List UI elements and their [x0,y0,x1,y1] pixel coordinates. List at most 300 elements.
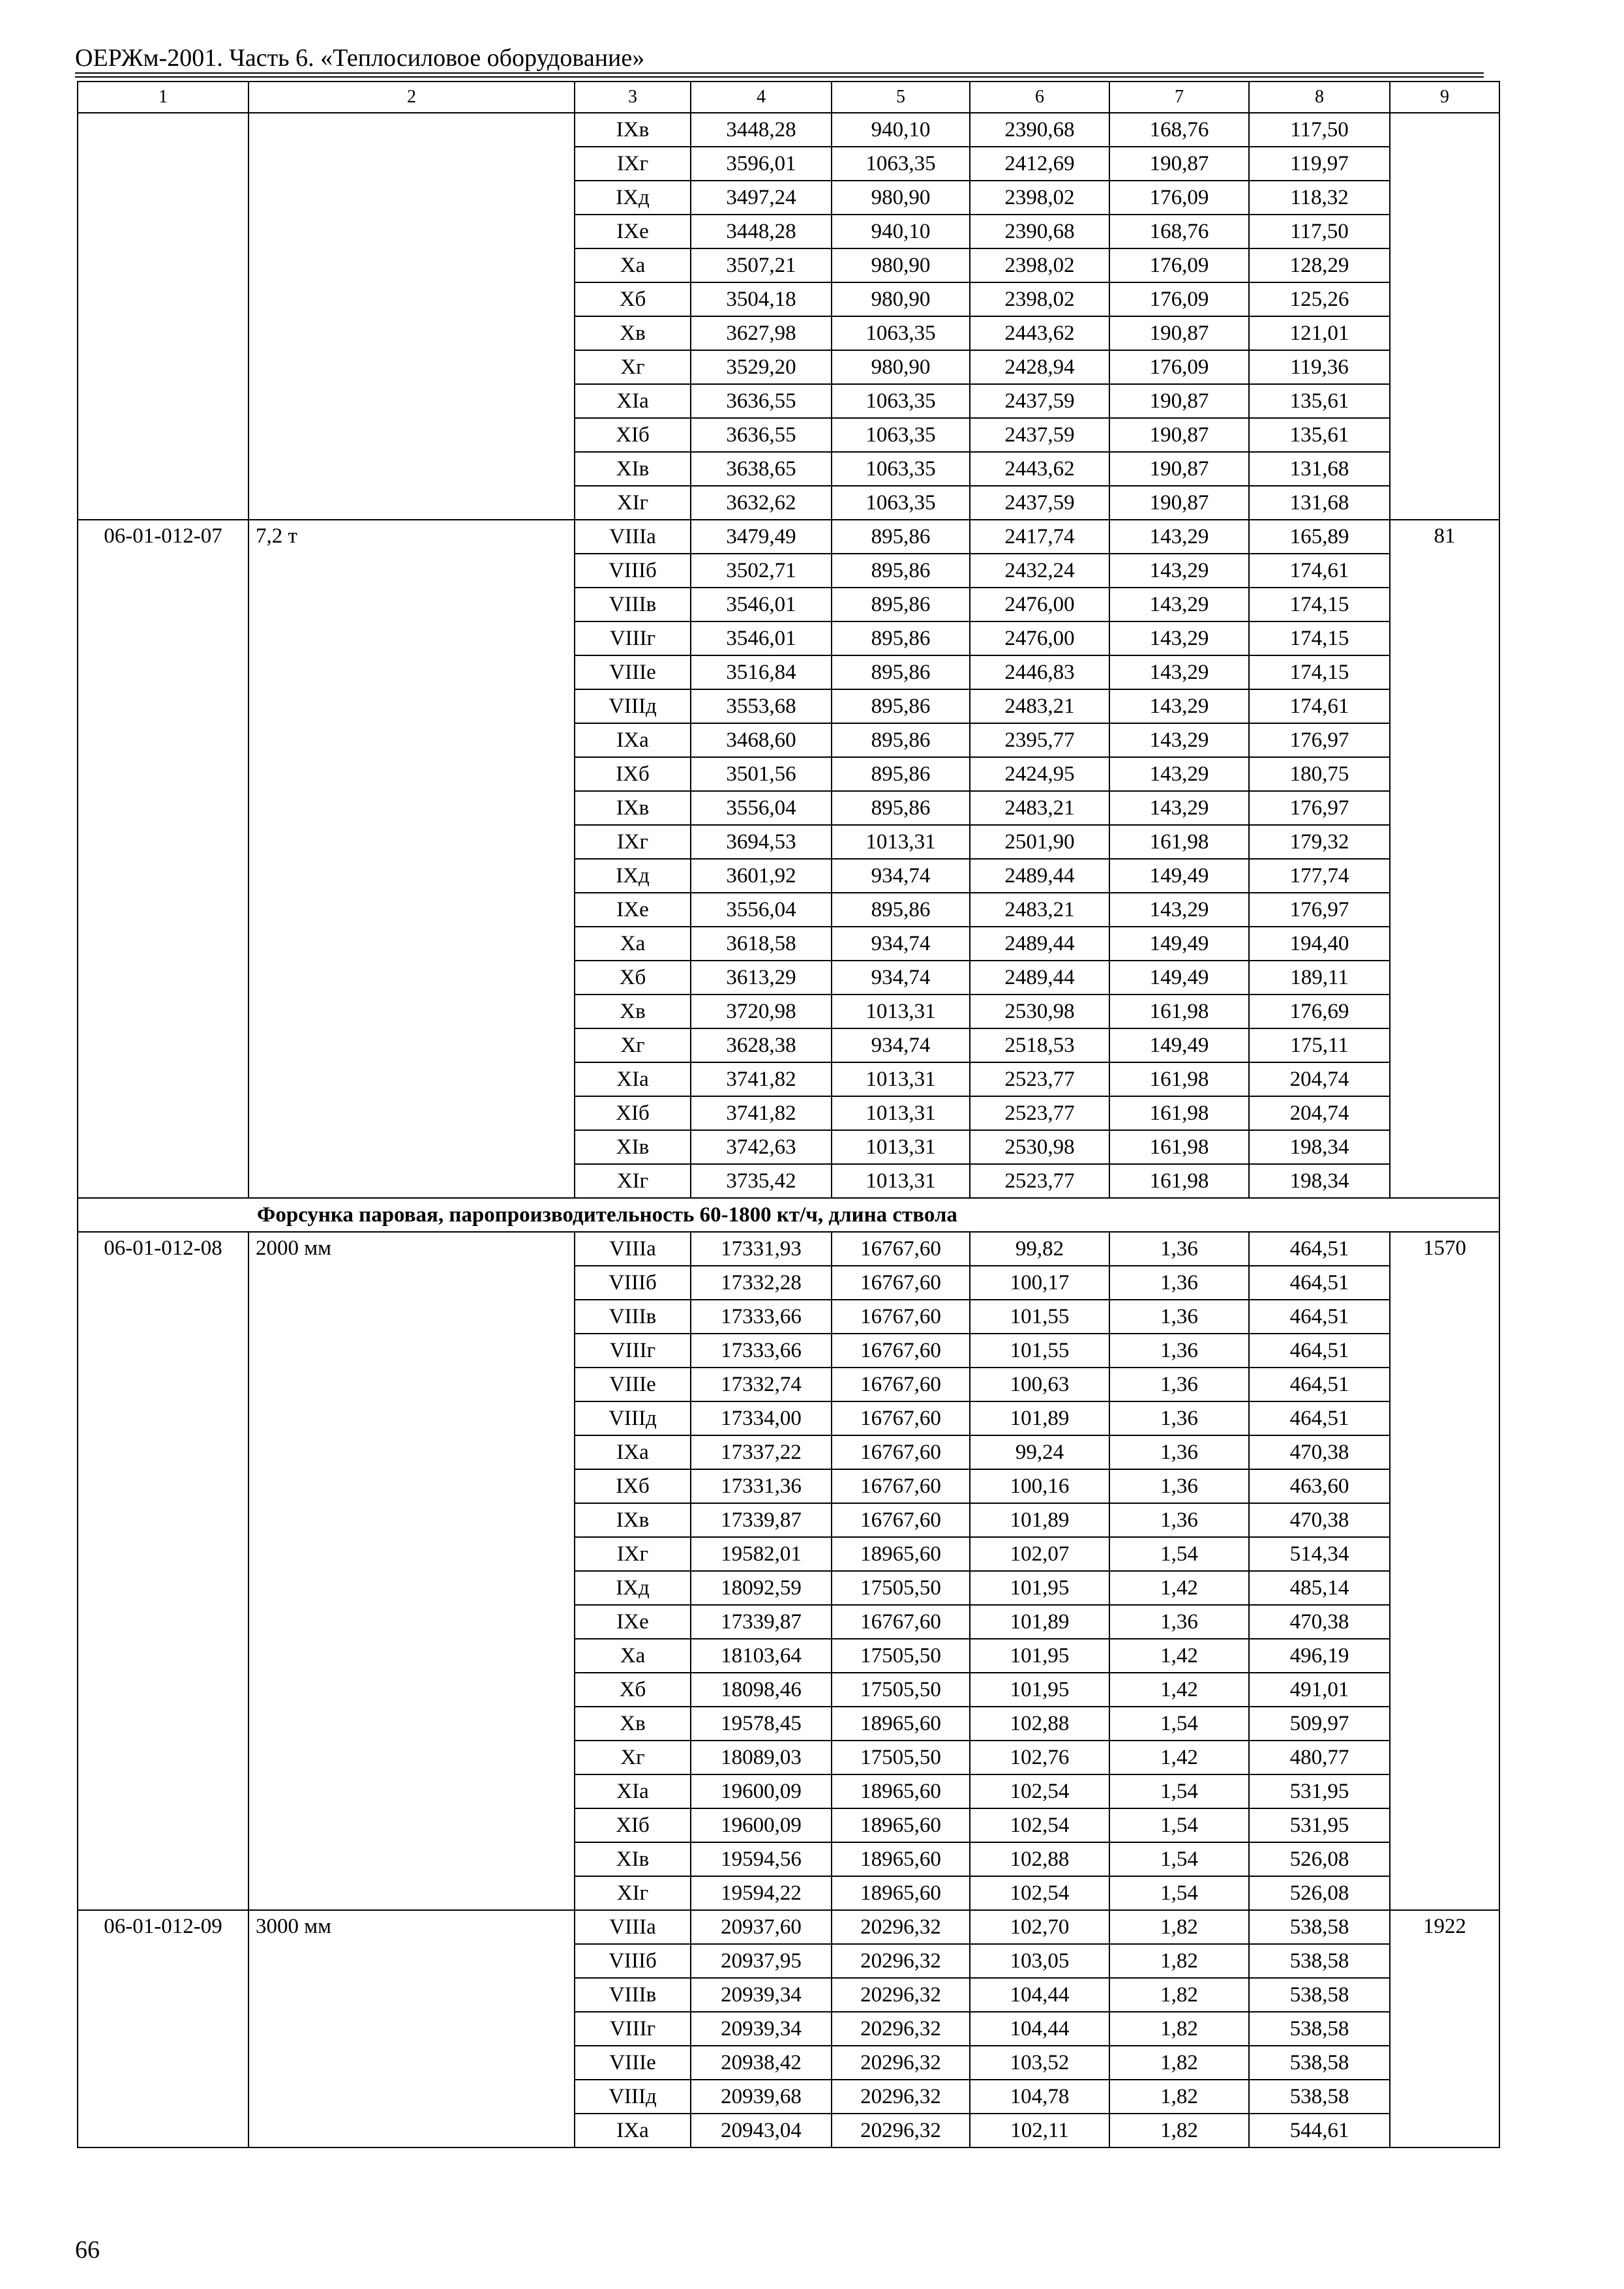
materials-cost: 175,11 [1249,1028,1390,1062]
total-cost: 3468,60 [691,723,832,757]
machine-cost: 101,89 [970,1401,1109,1435]
driver-wage: 1,42 [1109,1741,1249,1774]
zone-code: IXв [575,1503,691,1537]
labor-cost: 895,86 [832,791,970,825]
total-cost: 3507,21 [691,248,832,282]
zone-code: VIIIд [575,2080,691,2114]
driver-wage: 190,87 [1109,316,1249,350]
driver-wage: 1,82 [1109,2114,1249,2147]
machine-cost: 101,95 [970,1673,1109,1707]
labor-cost: 17505,50 [832,1639,970,1673]
total-cost: 20939,34 [691,1978,832,2012]
machine-cost: 2489,44 [970,961,1109,995]
materials-cost: 128,29 [1249,248,1390,282]
machine-cost: 2417,74 [970,520,1109,554]
labor-cost: 895,86 [832,757,970,791]
driver-wage: 190,87 [1109,384,1249,418]
materials-cost: 176,69 [1249,995,1390,1028]
zone-code: IXд [575,181,691,215]
total-cost: 19600,09 [691,1808,832,1842]
equipment-price: 1922 [1390,1910,1499,2147]
labor-cost: 895,86 [832,723,970,757]
zone-code: VIIIб [575,1266,691,1300]
machine-cost: 100,17 [970,1266,1109,1300]
driver-wage: 190,87 [1109,486,1249,520]
zone-code: XIа [575,1774,691,1808]
total-cost: 3632,62 [691,486,832,520]
zone-code: XIв [575,1842,691,1876]
driver-wage: 143,29 [1109,520,1249,554]
header-rule [75,72,1484,74]
zone-code: VIIIе [575,2046,691,2080]
materials-cost: 189,11 [1249,961,1390,995]
total-cost: 3628,38 [691,1028,832,1062]
labor-cost: 1013,31 [832,1062,970,1096]
labor-cost: 980,90 [832,248,970,282]
driver-wage: 1,82 [1109,1910,1249,1944]
zone-code: IXе [575,893,691,927]
labor-cost: 17505,50 [832,1673,970,1707]
machine-cost: 2501,90 [970,825,1109,859]
labor-cost: 980,90 [832,181,970,215]
materials-cost: 544,61 [1249,2114,1390,2147]
total-cost: 17339,87 [691,1503,832,1537]
machine-cost: 2483,21 [970,791,1109,825]
zone-code: VIIIа [575,520,691,554]
materials-cost: 538,58 [1249,1978,1390,2012]
column-number: 5 [832,82,970,113]
total-cost: 3694,53 [691,825,832,859]
total-cost: 20939,34 [691,2012,832,2046]
machine-cost: 2398,02 [970,248,1109,282]
driver-wage: 161,98 [1109,1096,1249,1130]
machine-cost: 2437,59 [970,418,1109,452]
labor-cost: 1013,31 [832,1096,970,1130]
total-cost: 3553,68 [691,689,832,723]
labor-cost: 895,86 [832,554,970,588]
labor-cost: 1013,31 [832,1130,970,1164]
machine-cost: 99,82 [970,1232,1109,1266]
zone-code: XIг [575,486,691,520]
materials-cost: 526,08 [1249,1876,1390,1910]
materials-cost: 464,51 [1249,1401,1390,1435]
zone-code: IXд [575,1571,691,1605]
total-cost: 18089,03 [691,1741,832,1774]
labor-cost: 934,74 [832,961,970,995]
materials-cost: 179,32 [1249,825,1390,859]
equipment-price [1390,113,1499,520]
driver-wage: 149,49 [1109,859,1249,893]
zone-code: XIв [575,452,691,486]
labor-cost: 1063,35 [832,452,970,486]
zone-code: IXа [575,723,691,757]
machine-cost: 100,63 [970,1368,1109,1401]
machine-cost: 2390,68 [970,113,1109,147]
machine-cost: 102,54 [970,1774,1109,1808]
driver-wage: 1,36 [1109,1232,1249,1266]
zone-code: VIIIв [575,588,691,621]
labor-cost: 17505,50 [832,1571,970,1605]
materials-cost: 121,01 [1249,316,1390,350]
driver-wage: 1,42 [1109,1571,1249,1605]
labor-cost: 16767,60 [832,1334,970,1368]
driver-wage: 143,29 [1109,893,1249,927]
zone-code: Xа [575,927,691,961]
zone-code: IXб [575,757,691,791]
materials-cost: 470,38 [1249,1605,1390,1639]
driver-wage: 143,29 [1109,588,1249,621]
labor-cost: 18965,60 [832,1876,970,1910]
machine-cost: 2437,59 [970,486,1109,520]
driver-wage: 190,87 [1109,452,1249,486]
labor-cost: 20296,32 [832,2046,970,2080]
materials-cost: 538,58 [1249,1910,1390,1944]
zone-code: XIб [575,418,691,452]
zone-code: Xб [575,961,691,995]
total-cost: 19594,56 [691,1842,832,1876]
labor-cost: 1013,31 [832,995,970,1028]
machine-cost: 102,70 [970,1910,1109,1944]
zone-code: IXд [575,859,691,893]
rate-code [78,113,248,520]
total-cost: 3735,42 [691,1164,832,1198]
page-number: 66 [75,2236,100,2264]
materials-cost: 180,75 [1249,757,1390,791]
materials-cost: 204,74 [1249,1096,1390,1130]
machine-cost: 2483,21 [970,689,1109,723]
materials-cost: 135,61 [1249,418,1390,452]
materials-cost: 176,97 [1249,893,1390,927]
machine-cost: 101,89 [970,1605,1109,1639]
total-cost: 3546,01 [691,588,832,621]
materials-cost: 538,58 [1249,2080,1390,2114]
zone-code: VIIIг [575,621,691,655]
machine-cost: 101,55 [970,1300,1109,1334]
total-cost: 3504,18 [691,282,832,316]
total-cost: 3636,55 [691,418,832,452]
labor-cost: 895,86 [832,520,970,554]
materials-cost: 480,77 [1249,1741,1390,1774]
column-number: 4 [691,82,832,113]
item-name: 3000 мм [248,1910,575,2147]
machine-cost: 102,54 [970,1876,1109,1910]
driver-wage: 149,49 [1109,927,1249,961]
total-cost: 3501,56 [691,757,832,791]
table-row [78,520,1499,554]
materials-cost: 531,95 [1249,1774,1390,1808]
driver-wage: 143,29 [1109,621,1249,655]
table-row [78,1910,1499,1944]
total-cost: 3529,20 [691,350,832,384]
driver-wage: 1,42 [1109,1673,1249,1707]
materials-cost: 491,01 [1249,1673,1390,1707]
zone-code: IXг [575,1537,691,1571]
driver-wage: 149,49 [1109,961,1249,995]
zone-code: VIIIб [575,1944,691,1978]
machine-cost: 2523,77 [970,1096,1109,1130]
machine-cost: 2398,02 [970,282,1109,316]
labor-cost: 20296,32 [832,1978,970,2012]
labor-cost: 1013,31 [832,825,970,859]
driver-wage: 1,82 [1109,2046,1249,2080]
zone-code: Xб [575,282,691,316]
driver-wage: 176,09 [1109,248,1249,282]
total-cost: 3741,82 [691,1062,832,1096]
column-number: 3 [575,82,691,113]
labor-cost: 16767,60 [832,1605,970,1639]
machine-cost: 2432,24 [970,554,1109,588]
zone-code: Xб [575,1673,691,1707]
materials-cost: 464,51 [1249,1266,1390,1300]
materials-cost: 204,74 [1249,1062,1390,1096]
column-number: 8 [1249,82,1390,113]
zone-code: VIIIб [575,554,691,588]
total-cost: 3601,92 [691,859,832,893]
materials-cost: 135,61 [1249,384,1390,418]
total-cost: 18092,59 [691,1571,832,1605]
driver-wage: 168,76 [1109,113,1249,147]
driver-wage: 1,54 [1109,1537,1249,1571]
machine-cost: 2437,59 [970,384,1109,418]
driver-wage: 1,54 [1109,1842,1249,1876]
labor-cost: 18965,60 [832,1808,970,1842]
total-cost: 3479,49 [691,520,832,554]
materials-cost: 119,36 [1249,350,1390,384]
driver-wage: 1,36 [1109,1503,1249,1537]
labor-cost: 20296,32 [832,2114,970,2147]
zone-code: VIIIе [575,1368,691,1401]
materials-cost: 177,74 [1249,859,1390,893]
machine-cost: 2476,00 [970,588,1109,621]
total-cost: 3448,28 [691,113,832,147]
materials-cost: 174,15 [1249,621,1390,655]
page-header-title: ОЕРЖм-2001. Часть 6. «Теплосиловое оборудование» [75,44,645,72]
total-cost: 3596,01 [691,147,832,181]
driver-wage: 143,29 [1109,655,1249,689]
zone-code: VIIIг [575,2012,691,2046]
zone-code: XIг [575,1164,691,1198]
materials-cost: 531,95 [1249,1808,1390,1842]
labor-cost: 1063,35 [832,418,970,452]
labor-cost: 20296,32 [832,1910,970,1944]
driver-wage: 1,54 [1109,1876,1249,1910]
total-cost: 17332,74 [691,1368,832,1401]
materials-cost: 174,61 [1249,689,1390,723]
labor-cost: 934,74 [832,1028,970,1062]
total-cost: 18103,64 [691,1639,832,1673]
driver-wage: 1,36 [1109,1368,1249,1401]
item-name: 7,2 т [248,520,575,1198]
labor-cost: 895,86 [832,655,970,689]
driver-wage: 190,87 [1109,418,1249,452]
labor-cost: 1013,31 [832,1164,970,1198]
machine-cost: 2446,83 [970,655,1109,689]
labor-cost: 1063,35 [832,486,970,520]
materials-cost: 118,32 [1249,181,1390,215]
labor-cost: 940,10 [832,215,970,248]
total-cost: 18098,46 [691,1673,832,1707]
labor-cost: 18965,60 [832,1842,970,1876]
total-cost: 20937,95 [691,1944,832,1978]
materials-cost: 165,89 [1249,520,1390,554]
zone-code: XIг [575,1876,691,1910]
materials-cost: 125,26 [1249,282,1390,316]
total-cost: 3638,65 [691,452,832,486]
machine-cost: 101,89 [970,1503,1109,1537]
rate-code: 06-01-012-08 [78,1232,248,1910]
driver-wage: 1,36 [1109,1334,1249,1368]
labor-cost: 16767,60 [832,1503,970,1537]
labor-cost: 16767,60 [832,1300,970,1334]
zone-code: VIIIв [575,1978,691,2012]
labor-cost: 18965,60 [832,1707,970,1741]
rate-code: 06-01-012-09 [78,1910,248,2147]
zone-code: XIв [575,1130,691,1164]
zone-code: Xа [575,1639,691,1673]
zone-code: IXв [575,113,691,147]
machine-cost: 102,11 [970,2114,1109,2147]
materials-cost: 117,50 [1249,215,1390,248]
materials-cost: 463,60 [1249,1469,1390,1503]
zone-code: IXа [575,2114,691,2147]
total-cost: 17339,87 [691,1605,832,1639]
zone-code: XIб [575,1808,691,1842]
labor-cost: 934,74 [832,927,970,961]
materials-cost: 198,34 [1249,1130,1390,1164]
machine-cost: 2443,62 [970,452,1109,486]
zone-code: IXг [575,147,691,181]
materials-cost: 464,51 [1249,1334,1390,1368]
equipment-price: 81 [1390,520,1499,1198]
zone-code: VIIIд [575,689,691,723]
total-cost: 20937,60 [691,1910,832,1944]
total-cost: 3720,98 [691,995,832,1028]
zone-code: Xв [575,995,691,1028]
total-cost: 17333,66 [691,1334,832,1368]
materials-cost: 496,19 [1249,1639,1390,1673]
materials-cost: 464,51 [1249,1368,1390,1401]
driver-wage: 161,98 [1109,1062,1249,1096]
labor-cost: 940,10 [832,113,970,147]
driver-wage: 143,29 [1109,689,1249,723]
driver-wage: 1,82 [1109,2012,1249,2046]
zone-code: VIIIг [575,1334,691,1368]
zone-code: Xг [575,1028,691,1062]
driver-wage: 1,36 [1109,1469,1249,1503]
labor-cost: 16767,60 [832,1368,970,1401]
column-number: 9 [1390,82,1499,113]
machine-cost: 103,52 [970,2046,1109,2080]
labor-cost: 1063,35 [832,384,970,418]
driver-wage: 1,82 [1109,1944,1249,1978]
zone-code: Xа [575,248,691,282]
total-cost: 3448,28 [691,215,832,248]
labor-cost: 16767,60 [832,1232,970,1266]
rate-code: 06-01-012-07 [78,520,248,1198]
machine-cost: 2424,95 [970,757,1109,791]
driver-wage: 1,82 [1109,1978,1249,2012]
materials-cost: 174,15 [1249,588,1390,621]
materials-cost: 464,51 [1249,1300,1390,1334]
machine-cost: 102,54 [970,1808,1109,1842]
machine-cost: 2412,69 [970,147,1109,181]
driver-wage: 161,98 [1109,1164,1249,1198]
section-title: Форсунка паровая, паропроизводительность 60-1800 кт/ч, длина ствола [78,1198,1499,1232]
driver-wage: 1,36 [1109,1401,1249,1435]
materials-cost: 131,68 [1249,452,1390,486]
column-number: 7 [1109,82,1249,113]
labor-cost: 16767,60 [832,1469,970,1503]
machine-cost: 104,44 [970,2012,1109,2046]
machine-cost: 101,95 [970,1571,1109,1605]
total-cost: 17334,00 [691,1401,832,1435]
labor-cost: 18965,60 [832,1537,970,1571]
materials-cost: 538,58 [1249,1944,1390,1978]
labor-cost: 17505,50 [832,1741,970,1774]
driver-wage: 190,87 [1109,147,1249,181]
machine-cost: 102,76 [970,1741,1109,1774]
machine-cost: 2530,98 [970,995,1109,1028]
labor-cost: 20296,32 [832,1944,970,1978]
driver-wage: 1,54 [1109,1774,1249,1808]
materials-cost: 131,68 [1249,486,1390,520]
driver-wage: 176,09 [1109,282,1249,316]
driver-wage: 1,36 [1109,1266,1249,1300]
zone-code: VIIIа [575,1232,691,1266]
zone-code: IXе [575,1605,691,1639]
zone-code: IXг [575,825,691,859]
total-cost: 17331,93 [691,1232,832,1266]
equipment-price: 1570 [1390,1232,1499,1910]
zone-code: Xг [575,350,691,384]
labor-cost: 20296,32 [832,2080,970,2114]
machine-cost: 2489,44 [970,859,1109,893]
driver-wage: 149,49 [1109,1028,1249,1062]
materials-cost: 526,08 [1249,1842,1390,1876]
total-cost: 3742,63 [691,1130,832,1164]
machine-cost: 2398,02 [970,181,1109,215]
machine-cost: 101,95 [970,1639,1109,1673]
machine-cost: 102,88 [970,1707,1109,1741]
zone-code: VIIIе [575,655,691,689]
materials-cost: 470,38 [1249,1503,1390,1537]
total-cost: 19600,09 [691,1774,832,1808]
table-row [78,1232,1499,1266]
zone-code: Xв [575,316,691,350]
total-cost: 17331,36 [691,1469,832,1503]
driver-wage: 143,29 [1109,757,1249,791]
machine-cost: 2523,77 [970,1164,1109,1198]
driver-wage: 1,42 [1109,1639,1249,1673]
zone-code: VIIIа [575,1910,691,1944]
driver-wage: 1,54 [1109,1707,1249,1741]
driver-wage: 176,09 [1109,350,1249,384]
driver-wage: 143,29 [1109,554,1249,588]
zone-code: IXв [575,791,691,825]
materials-cost: 119,97 [1249,147,1390,181]
total-cost: 3556,04 [691,893,832,927]
materials-cost: 194,40 [1249,927,1390,961]
table-row [78,113,1499,147]
zone-code: IXб [575,1469,691,1503]
machine-cost: 2428,94 [970,350,1109,384]
machine-cost: 99,24 [970,1435,1109,1469]
driver-wage: 1,54 [1109,1808,1249,1842]
driver-wage: 161,98 [1109,1130,1249,1164]
machine-cost: 2476,00 [970,621,1109,655]
total-cost: 3497,24 [691,181,832,215]
column-number: 1 [78,82,248,113]
